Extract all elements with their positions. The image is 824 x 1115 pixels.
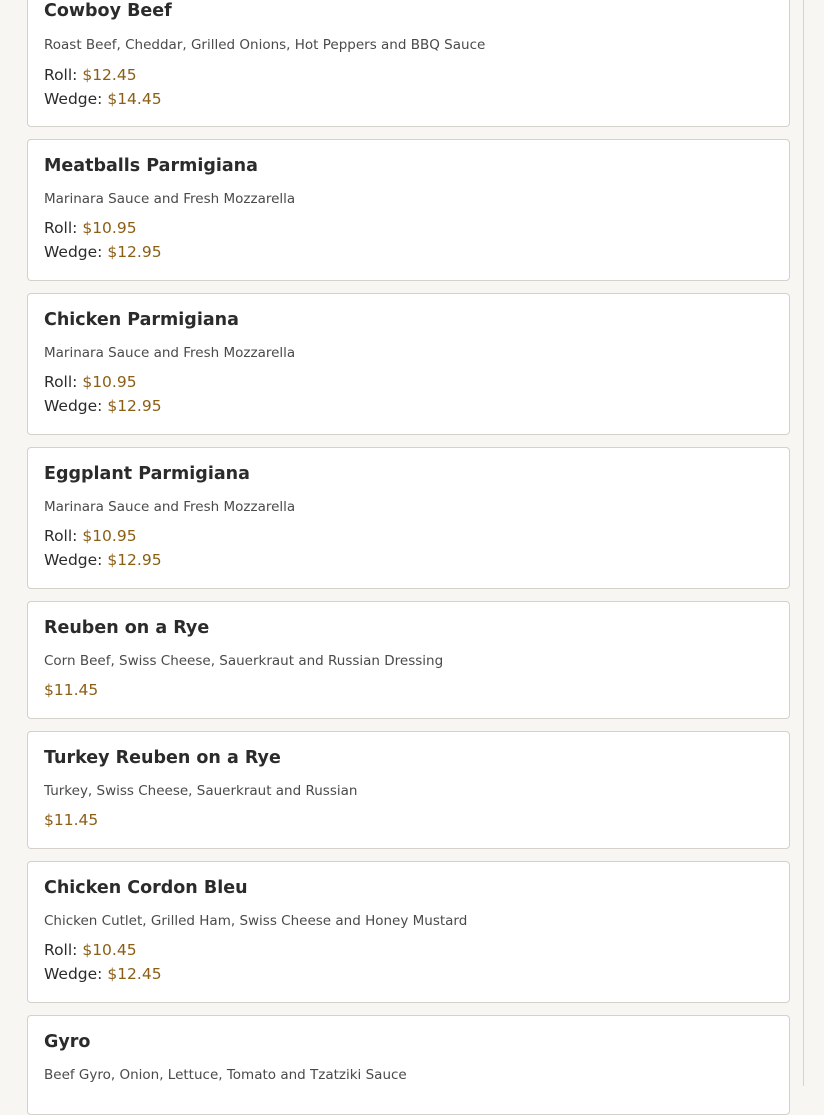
price-line-wedge	[44, 90, 162, 108]
price-line-roll	[44, 941, 137, 959]
item-description: Marinara Sauce and Fresh Mozzarella	[44, 191, 296, 207]
price-value: $12.45	[107, 965, 162, 983]
price-value: $11.45	[44, 681, 99, 699]
item-description: Roast Beef, Cheddar, Grilled Onions, Hot Peppers and BBQ Sauce	[44, 37, 486, 53]
menu-item-card[interactable]	[27, 293, 790, 435]
price-value: $10.95	[82, 373, 137, 391]
price-value: $12.95	[107, 397, 162, 415]
item-name: Gyro	[44, 1032, 91, 1052]
price-label: Wedge:	[44, 397, 108, 415]
price-label: Roll:	[44, 66, 83, 84]
item-name: Eggplant Parmigiana	[44, 464, 250, 484]
price-value: $11.45	[44, 811, 99, 829]
price-label: Wedge:	[44, 965, 108, 983]
price-value: $12.95	[107, 551, 162, 569]
menu-item-card[interactable]	[27, 447, 790, 589]
item-description: Chicken Cutlet, Grilled Ham, Swiss Cheese and Honey Mustard	[44, 913, 468, 929]
price-line-roll	[44, 373, 137, 391]
menu-item-card[interactable]	[27, 861, 790, 1003]
menu-item-card[interactable]	[27, 0, 790, 127]
price-label: Roll:	[44, 941, 83, 959]
item-description: Beef Gyro, Onion, Lettuce, Tomato and Tzatziki Sauce	[44, 1067, 407, 1083]
price-label: Wedge:	[44, 90, 108, 108]
item-name: Cowboy Beef	[44, 1, 172, 21]
price-line	[44, 681, 98, 699]
price-line-roll	[44, 527, 137, 545]
item-description: Corn Beef, Swiss Cheese, Sauerkraut and Russian Dressing	[44, 653, 444, 669]
price-line-wedge	[44, 243, 162, 261]
price-line-wedge	[44, 965, 162, 983]
price-label: Roll:	[44, 219, 83, 237]
price-label: Roll:	[44, 373, 83, 391]
price-line-roll	[44, 219, 137, 237]
item-name: Reuben on a Rye	[44, 618, 210, 638]
item-name: Chicken Cordon Bleu	[44, 878, 248, 898]
item-description: Marinara Sauce and Fresh Mozzarella	[44, 345, 296, 361]
price-label: Wedge:	[44, 243, 108, 261]
item-name: Chicken Parmigiana	[44, 310, 239, 330]
item-name: Meatballs Parmigiana	[44, 156, 258, 176]
item-description: Marinara Sauce and Fresh Mozzarella	[44, 499, 296, 515]
price-value: $10.95	[82, 219, 137, 237]
price-line-roll	[44, 66, 137, 84]
price-label: Roll:	[44, 527, 83, 545]
price-value: $10.45	[82, 941, 137, 959]
menu-item-card[interactable]	[27, 731, 790, 849]
price-value: $12.95	[107, 243, 162, 261]
price-value: $10.95	[82, 527, 137, 545]
price-line-wedge	[44, 397, 162, 415]
menu-item-card[interactable]	[27, 1015, 790, 1115]
price-line	[44, 811, 98, 829]
price-value: $12.45	[82, 66, 137, 84]
menu-item-card[interactable]	[27, 601, 790, 719]
menu-item-card[interactable]	[27, 139, 790, 281]
price-label: Wedge:	[44, 551, 108, 569]
price-line-wedge	[44, 551, 162, 569]
item-description: Turkey, Swiss Cheese, Sauerkraut and Russian	[44, 783, 358, 799]
item-name: Turkey Reuben on a Rye	[44, 748, 281, 768]
price-value: $14.45	[107, 90, 162, 108]
